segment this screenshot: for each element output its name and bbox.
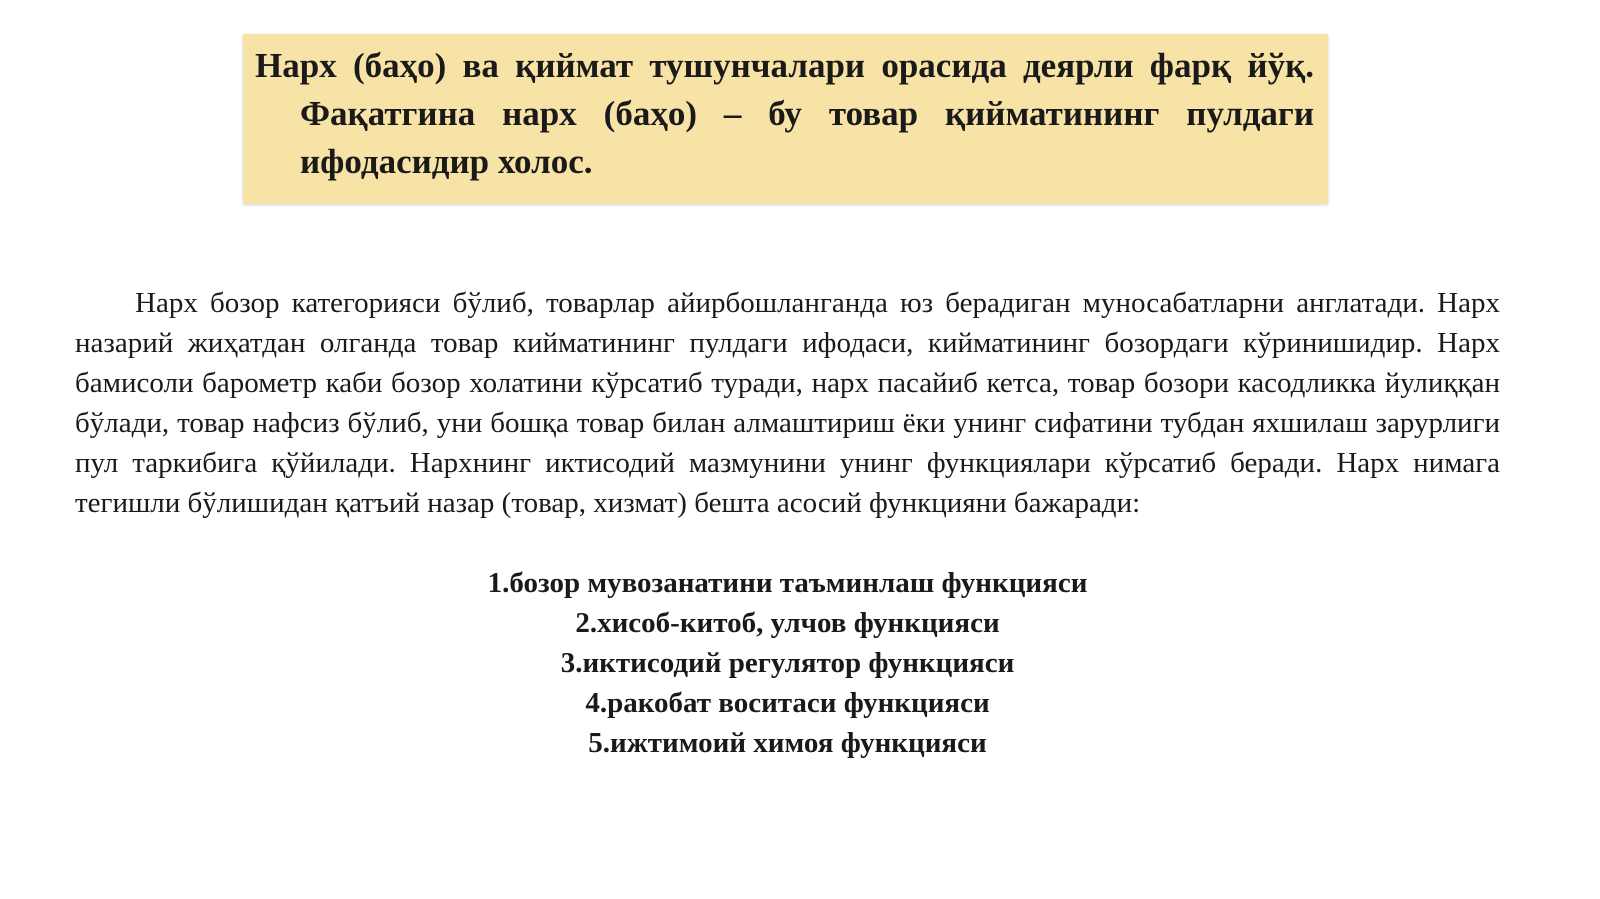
callout-text: Нарх (баҳо) ва қиймат тушунчалари орасида деярли фарқ йўқ. Фақатгина нарх (баҳо) – бу товар қийматининг пулдаги ифодасидир холос. <box>255 46 1314 181</box>
function-item: 2.хисоб-китоб, улчов функцияси <box>575 607 1000 639</box>
function-item: 5.ижтимоий химоя функцияси <box>588 727 987 759</box>
functions-list <box>75 563 1500 763</box>
definition-callout <box>243 34 1328 204</box>
function-item: 1.бозор мувозанатини таъминлаш функцияси <box>487 567 1088 599</box>
body-paragraph: Нарх бозор категорияси бўлиб, товарлар айирбошланганда юз берадиган муносабатларни англатади. Нарх назарий жиҳатдан олганда товар кийматининг пулдаги ифодаси, кийматининг бозордаги кўринишидир. Нарх бамисоли барометр каби бозор холатини кўрсатиб туради, нарх пасайиб кетса, товар бозори касодликка йулиққан бўлади, товар нафсиз бўлиб, уни бошқа товар билан алмаштириш ёки унинг сифатини тубдан яхшилаш зарурлиги пул таркибига қўйилади. Нархнинг иктисодий мазмунини унинг функциялари кўрсатиб беради. Нарх нимага тегишли бўлишидан қатъий назар (товар, хизмат) бешта асосий функцияни бажаради: <box>75 287 1500 519</box>
function-item: 4.ракобат воситаси функцияси <box>585 687 990 719</box>
function-item: 3.иктисодий регулятор функцияси <box>560 647 1015 679</box>
